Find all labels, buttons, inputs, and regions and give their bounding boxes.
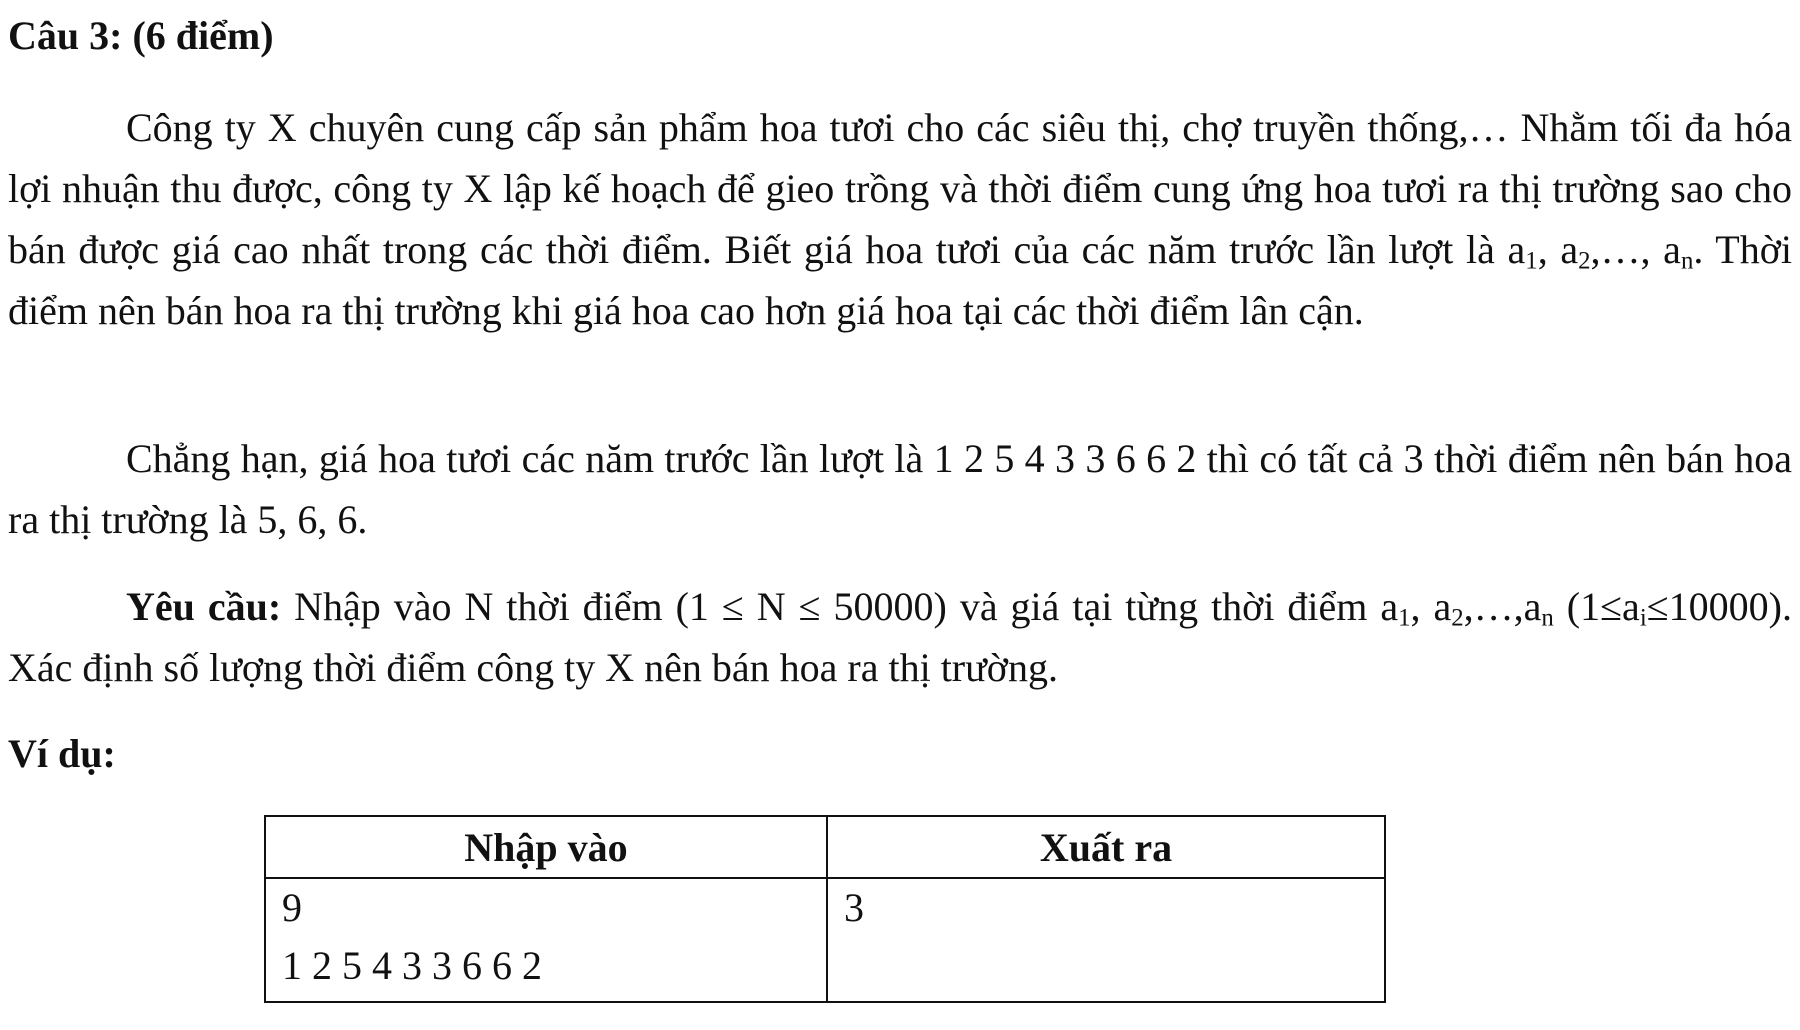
intro-subscript-2: 2	[1578, 247, 1591, 275]
request-separator-1: , a	[1410, 584, 1452, 629]
output-cell	[827, 878, 1385, 1002]
header-output: Xuất ra	[827, 816, 1385, 878]
sample-paragraph: Chẳng hạn, giá hoa tươi các năm trước lần lượt là 1 2 5 4 3 3 6 6 2 thì có tất cả 3 thời điểm nên bán hoa ra thị trường là 5, 6, 6.	[8, 436, 1792, 542]
request-subscript-n: n	[1541, 604, 1554, 632]
question-title: Câu 3: (6 điểm)	[8, 13, 274, 58]
request-subscript-2: 2	[1451, 604, 1464, 632]
output-line-result: 3	[844, 885, 864, 930]
request-text-part-3: ≤10000). Xác định số lượng thời điểm công ty X nên bán hoa ra thị trường.	[8, 584, 1792, 690]
header-input: Nhập vào	[265, 816, 827, 878]
table-header-row	[265, 816, 1385, 878]
request-label: Yêu cầu:	[126, 584, 282, 629]
request-separator-2: ,…,a	[1463, 584, 1542, 629]
intro-subscript-1: 1	[1525, 247, 1538, 275]
input-line-prices: 1 2 5 4 3 3 6 6 2	[282, 943, 542, 988]
intro-text-part-2: . Thời điểm nên bán hoa ra thị trường khi giá hoa cao hơn giá hoa tại các thời điểm lân cận.	[8, 227, 1792, 333]
input-cell	[265, 878, 827, 1002]
example-title: Ví dụ:	[8, 731, 116, 776]
intro-separator-2: ,…, a	[1590, 227, 1681, 272]
request-subscript-1: 1	[1398, 604, 1411, 632]
request-text-part-1: Nhập vào N thời điểm (1 ≤ N ≤ 50000) và giá tại từng thời điểm a	[281, 584, 1399, 629]
request-text-part-2: (1≤a	[1553, 584, 1640, 629]
table-row	[265, 878, 1385, 1002]
request-paragraph	[8, 576, 1792, 698]
intro-paragraph	[8, 97, 1792, 341]
intro-text-part-1: Công ty X chuyên cung cấp sản phẩm hoa tươi cho các siêu thị, chợ truyền thống,… Nhằm tối đa hóa lợi nhuận thu được, công ty X lập kế hoạch để gieo trồng và thời điểm cung ứng hoa tươi ra thị trường sao cho bán được giá cao nhất trong các thời điểm. Biết giá hoa tươi của các năm trước lần lượt là a	[8, 105, 1792, 272]
example-table	[264, 815, 1386, 1003]
input-line-count: 9	[282, 885, 302, 930]
request-subscript-i: i	[1639, 604, 1647, 632]
intro-subscript-n: n	[1680, 247, 1694, 275]
intro-separator-1: , a	[1537, 227, 1579, 272]
